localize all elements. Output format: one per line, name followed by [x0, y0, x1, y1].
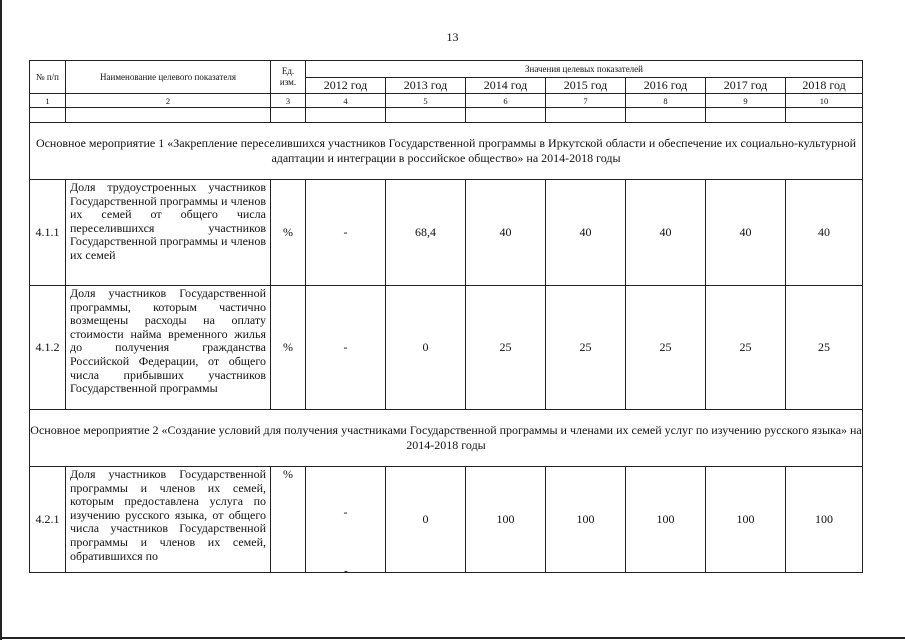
table-row [30, 467, 863, 573]
value-cell: 40 [626, 180, 706, 286]
indicator-name: Доля трудоустроенных участников Государственной программы и членов их семей от общего числа переселившихся участников Государственной программы и членов их семей [66, 180, 271, 286]
unit-cell: % [271, 467, 306, 573]
section-row [30, 123, 863, 180]
index-cell: 7 [546, 94, 626, 108]
value-cell: 0 [386, 286, 466, 410]
table-row [30, 286, 863, 410]
header-unit [271, 61, 306, 94]
indicators-table [29, 60, 863, 573]
unit-cell: % [271, 180, 306, 286]
value-cell: 40 [706, 180, 786, 286]
scan-edge-bottom [0, 637, 905, 639]
value-cell: - [306, 286, 386, 410]
indicator-name: Доля участников Государственной программы, которым частично возмещены расходы на оплату стоимости найма временного жилья до получения гражданства Российской Федерации, от общего числа прибывших участников Государственной программы [66, 286, 271, 410]
value-cell [306, 467, 386, 573]
value-cell: 100 [786, 467, 863, 573]
section-title: Основное мероприятие 1 «Закрепление переселившихся участников Государственной программы в Иркутской области и обеспечение их социально-культурной адаптации и интеграции в российское общество» на 2014-2018 годы [30, 123, 863, 180]
index-cell: 3 [271, 94, 306, 108]
index-cell: 1 [30, 94, 66, 108]
value-cell: 25 [466, 286, 546, 410]
value-cell: 0 [386, 467, 466, 573]
value-cell: 100 [466, 467, 546, 573]
value-cell: 100 [626, 467, 706, 573]
header-unit-line1: Ед. [281, 66, 295, 76]
value-cell: - [306, 180, 386, 286]
table-row [30, 180, 863, 286]
year-header: 2014 год [466, 78, 546, 94]
header-name: Наименование целевого показателя [66, 61, 271, 94]
value-cell: 25 [546, 286, 626, 410]
index-cell: 6 [466, 94, 546, 108]
index-cell: 8 [626, 94, 706, 108]
index-cell: 5 [386, 94, 466, 108]
index-row [30, 94, 863, 108]
value-cell: 25 [706, 286, 786, 410]
value-cell: 100 [706, 467, 786, 573]
blank-row [30, 108, 863, 123]
indicator-name: Доля участников Государственной программы и членов их семей, которым предоставлена услуга по изучению русского языка, от общего числа участников Государственной программы и членов их семей, обратившихся по [66, 467, 271, 573]
section-row [30, 410, 863, 467]
index-cell: 10 [786, 94, 863, 108]
header-num: № п/п [30, 61, 66, 94]
index-cell: 4 [306, 94, 386, 108]
year-header: 2018 год [786, 78, 863, 94]
year-header: 2015 год [546, 78, 626, 94]
value-cell: 40 [786, 180, 863, 286]
index-cell: 2 [66, 94, 271, 108]
unit-cell: % [271, 286, 306, 410]
value-cell: 68,4 [386, 180, 466, 286]
value-text: - [343, 504, 348, 519]
year-header: 2017 год [706, 78, 786, 94]
value-cell: 40 [546, 180, 626, 286]
year-header: 2016 год [626, 78, 706, 94]
scan-edge-left [0, 0, 2, 640]
value-cell: 25 [626, 286, 706, 410]
header-values: Значения целевых показателей [306, 61, 863, 78]
value-cell: 25 [786, 286, 863, 410]
row-number: 4.2.1 [30, 467, 66, 573]
year-header: 2012 год [306, 78, 386, 94]
header-row [30, 61, 863, 78]
value-cell: 40 [466, 180, 546, 286]
year-header: 2013 год [386, 78, 466, 94]
index-cell: 9 [706, 94, 786, 108]
section-title: Основное мероприятие 2 «Создание условий для получения участниками Государственной программы и членами их семей услуг по изучению русского языка» на 2014-2018 годы [30, 410, 863, 467]
header-unit-line2: изм. [279, 77, 297, 87]
value-cell: 100 [546, 467, 626, 573]
row-number: 4.1.1 [30, 180, 66, 286]
row-number: 4.1.2 [30, 286, 66, 410]
ink-dot [344, 571, 348, 573]
page-number: 13 [446, 30, 459, 44]
